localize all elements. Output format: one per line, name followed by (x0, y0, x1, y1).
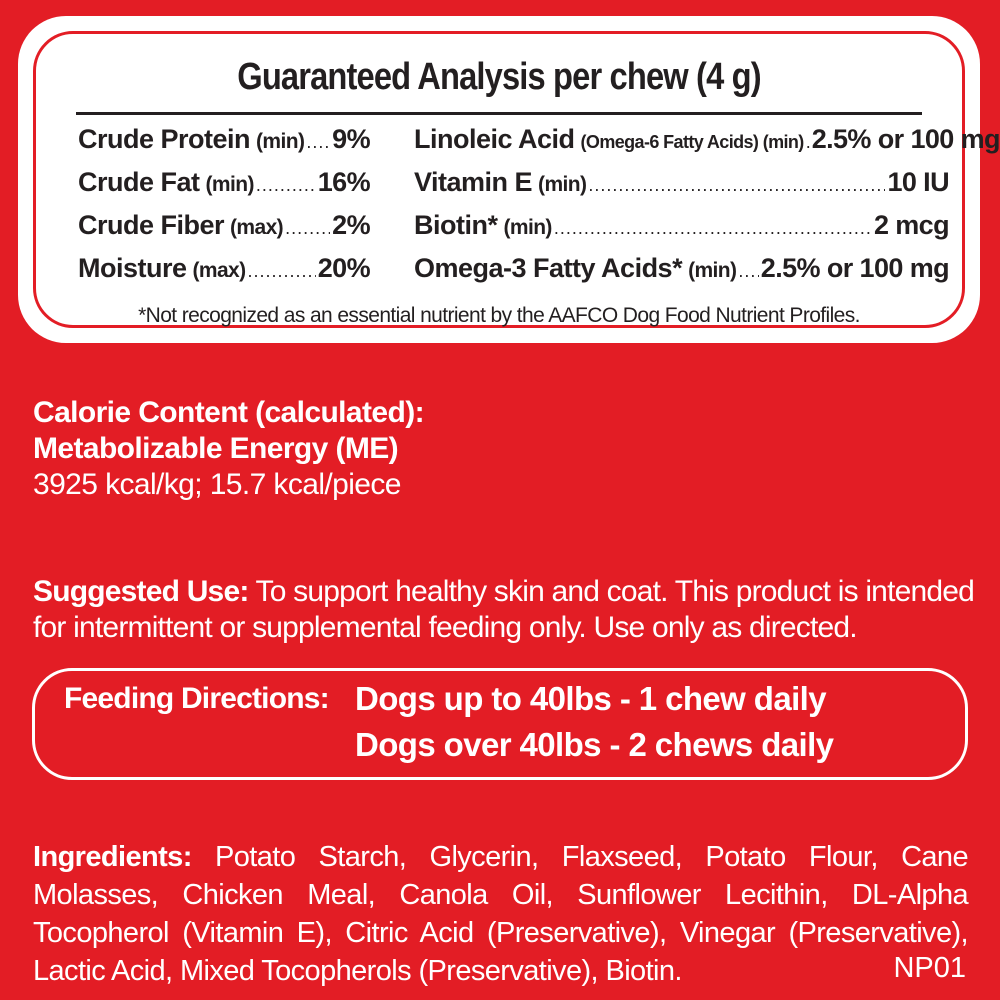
nutrient-qualifier: (min) (688, 259, 737, 282)
feeding-line-large-dogs: Dogs over 40lbs - 2 chews daily (355, 726, 834, 763)
analysis-title: Guaranteed Analysis per chew (4 g) (237, 56, 761, 98)
suggested-use-label: Suggested Use: (33, 575, 249, 608)
dot-leader (248, 261, 316, 282)
dot-leader (738, 261, 758, 282)
nutrient-name: Vitamin E (414, 167, 533, 197)
nutrient-row (414, 253, 949, 296)
nutrient-name: Crude Fiber (78, 210, 225, 240)
calorie-content (33, 395, 424, 503)
nutrient-row (78, 124, 370, 167)
nutrient-value: 2 mcg (873, 210, 949, 240)
nutrient-name: Crude Fat (78, 167, 200, 197)
calorie-heading: Calorie Content (calculated): (33, 396, 424, 429)
ingredients-label: Ingredients: (33, 841, 192, 873)
nutrient-name: Omega-3 Fatty Acids* (414, 253, 683, 283)
aafco-footnote: *Not recognized as an essential nutrient by the AAFCO Dog Food Nutrient Profiles. (138, 304, 860, 327)
dot-leader (306, 132, 330, 153)
nutrient-value: 20% (317, 253, 370, 283)
feeding-line-small-dogs: Dogs up to 40lbs - 1 chew daily (355, 680, 827, 717)
nutrient-name: Biotin* (414, 210, 498, 240)
nutrient-name: Crude Protein (78, 124, 251, 154)
ingredients-text: Potato Starch, Glycerin, Flaxseed, Potato Flour, Cane Molasses, Chicken Meal, Canola Oil, Sunflower Lecithin, DL-Alpha Tocopherol (Vitamin E), Citric Acid (Preservative), Vinegar (Preservative), Lactic Acid, Mixed Tocopherols (Preservative), Biotin. (33, 841, 968, 987)
nutrient-qualifier: (Omega-6 Fatty Acids) (min) (580, 132, 804, 152)
product-code: NP01 (893, 952, 966, 984)
nutrient-value: 9% (332, 124, 370, 154)
nutrient-qualifier: (min) (205, 173, 254, 196)
nutrient-column-right (414, 124, 1000, 296)
guaranteed-analysis-panel (18, 16, 1000, 343)
nutrient-name: Linoleic Acid (414, 124, 575, 154)
nutrient-qualifier: (min) (256, 130, 305, 153)
nutrient-row (78, 210, 370, 253)
nutrient-value: 2.5% or 100 mg (811, 124, 1000, 154)
nutrient-row (78, 167, 370, 210)
nutrient-qualifier: (min) (538, 173, 587, 196)
title-divider (76, 112, 922, 115)
nutrient-column-left (78, 124, 370, 296)
nutrient-value: 2% (332, 210, 370, 240)
nutrient-row (414, 167, 949, 210)
suggested-use-text: To support healthy skin and coat. This product is intended for intermittent or supplemental feeding only. Use only as directed. (33, 575, 975, 644)
dot-leader (285, 218, 330, 239)
dot-leader (588, 175, 885, 196)
feeding-directions-label: Feeding Directions: (64, 682, 329, 715)
dot-leader (806, 132, 810, 153)
nutrient-value: 16% (317, 167, 370, 197)
ingredients (33, 838, 968, 990)
nutrient-qualifier: (max) (192, 259, 246, 282)
suggested-use (33, 574, 983, 646)
nutrient-row (414, 124, 1000, 167)
nutrient-name: Moisture (78, 253, 187, 283)
nutrient-value: 2.5% or 100 mg (760, 253, 949, 283)
dot-leader (256, 175, 316, 196)
nutrient-value: 10 IU (887, 167, 949, 197)
nutrient-row (78, 253, 370, 296)
nutrient-qualifier: (min) (503, 216, 552, 239)
calorie-subheading: Metabolizable Energy (ME) (33, 432, 399, 465)
dot-leader (554, 218, 872, 239)
nutrient-row (414, 210, 949, 253)
nutrient-qualifier: (max) (230, 216, 284, 239)
calorie-value: 3925 kcal/kg; 15.7 kcal/piece (33, 468, 401, 501)
